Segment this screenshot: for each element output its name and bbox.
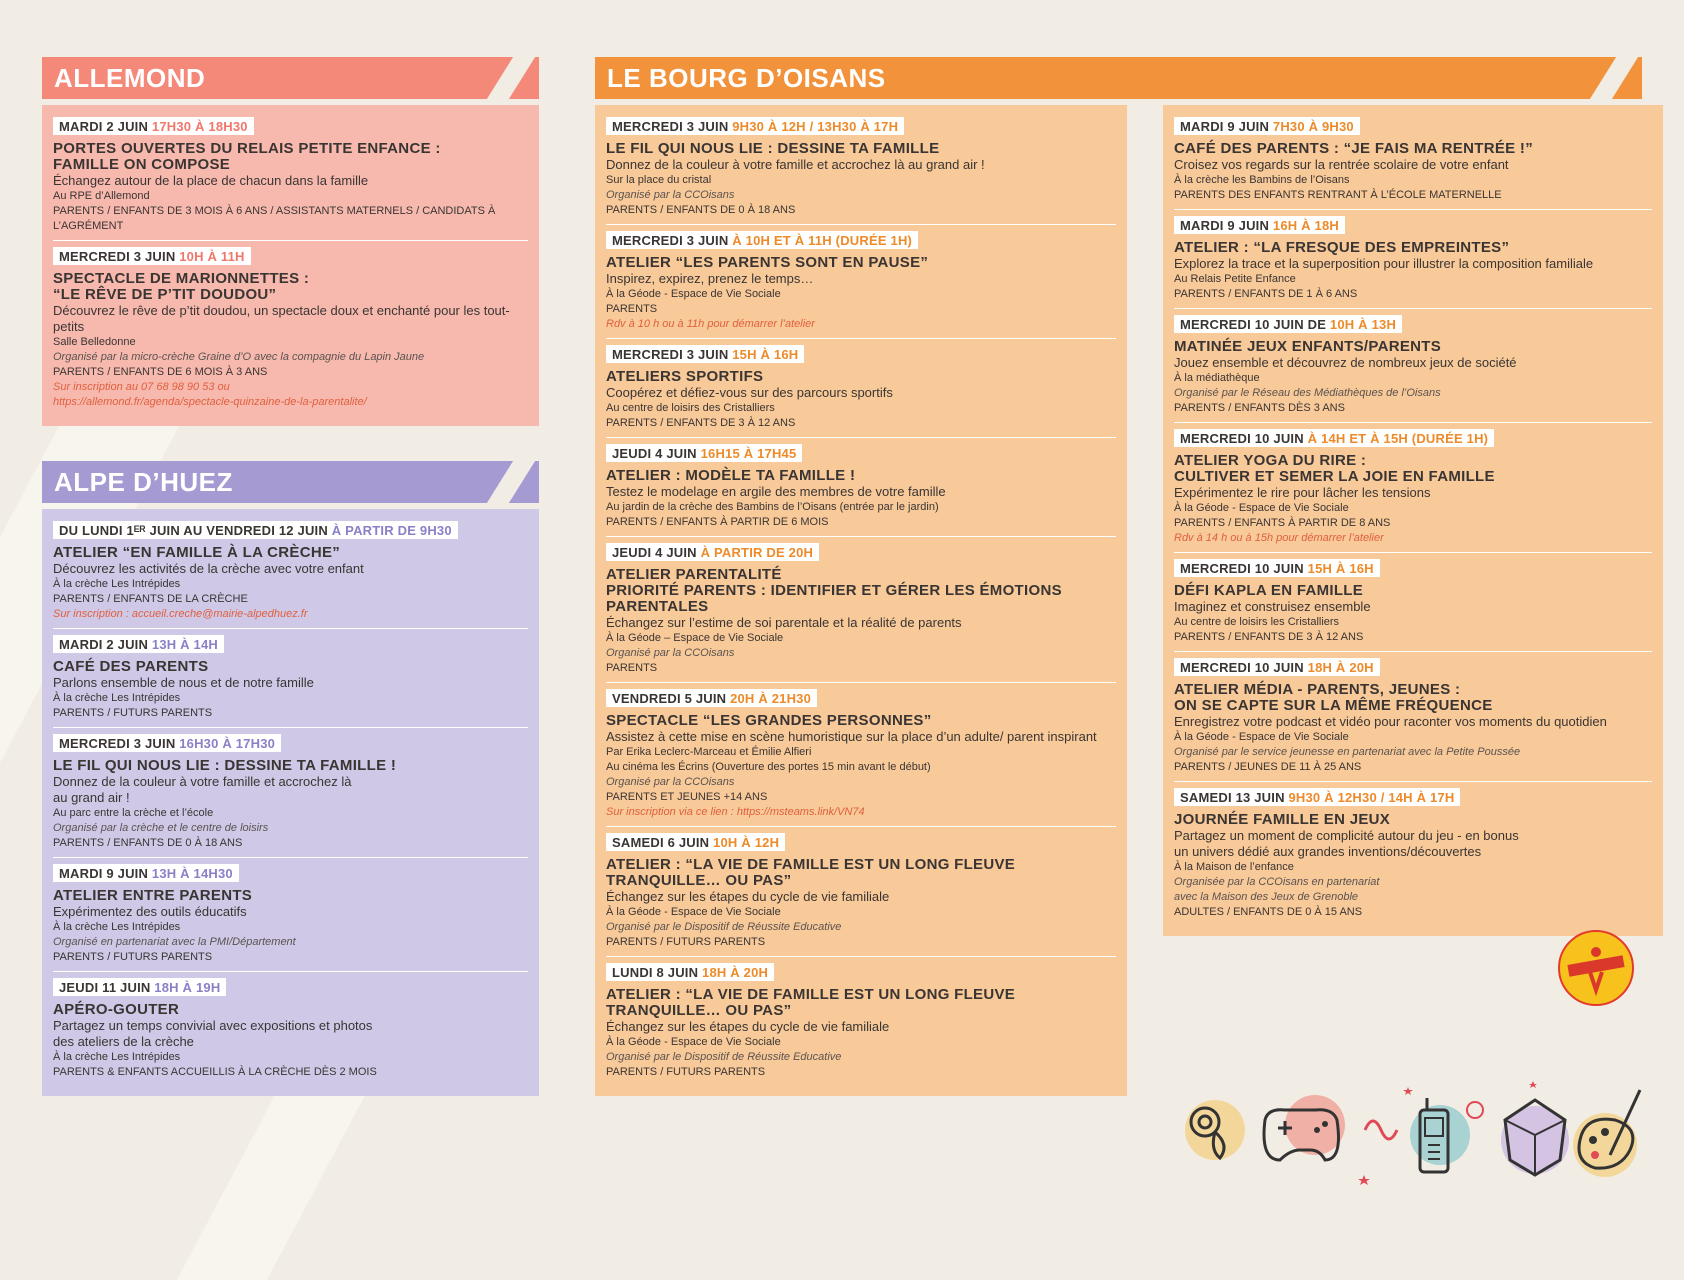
event-title: ATELIER : “LA VIE DE FAMILLE EST UN LONG FLEUVE TRANQUILLE… OU PAS” [606, 986, 1016, 1019]
event-registration: Sur inscription : accueil.creche@mairie-alpedhuez.fr [53, 608, 308, 620]
event-location: À la Maison de l’enfance [1174, 861, 1294, 873]
event-date-tag [606, 543, 819, 561]
event-registration: Rdv à 14 h ou à 15h pour démarrer l’atelier [1174, 532, 1384, 544]
event-registration: Sur inscription au 07 68 98 90 53 ou https://allemond.fr/agenda/spectacle-quinzaine-de-la-parentalite/ [53, 381, 367, 408]
alpe-section [42, 461, 539, 1096]
event-date-tag [606, 117, 904, 135]
event-time: 10H À 13H [1329, 317, 1397, 332]
event-title: ATELIER MÉDIA - PARENTS, JEUNES : ON SE CAPTE SUR LA MÊME FRÉQUENCE [1174, 681, 1493, 714]
event-card [1174, 553, 1652, 652]
phone-icon [1410, 1098, 1483, 1172]
event-date-tag [53, 978, 226, 996]
event-registration: Sur inscription via ce lien : https://msteams.link/VN74 [606, 806, 865, 818]
event-date: MERCREDI 10 JUIN [1180, 561, 1304, 576]
event-card [53, 858, 528, 972]
event-card [1174, 782, 1652, 926]
event-time: 20H À 21H30 [730, 691, 812, 706]
event-date-tag [53, 521, 458, 539]
allemond-title: ALLEMOND [54, 62, 206, 93]
event-location: À la médiathèque [1174, 372, 1260, 384]
event-card [1174, 652, 1652, 782]
bourg-title: LE BOURG D’OISANS [607, 62, 886, 93]
event-card [1174, 423, 1652, 553]
event-title: CAFÉ DES PARENTS [53, 658, 209, 675]
event-date-tag [1174, 658, 1380, 676]
event-audience: PARENTS [606, 303, 658, 315]
event-title: ATELIER YOGA DU RIRE : CULTIVER ET SEMER LA JOIE EN FAMILLE [1174, 452, 1495, 485]
event-date-tag [53, 117, 254, 135]
event-location: À la Géode - Espace de Vie Sociale [606, 1036, 781, 1048]
event-audience: PARENTS / ENFANTS DE 6 MOIS À 3 ANS [53, 366, 268, 378]
event-date: VENDREDI 5 JUIN [612, 691, 727, 706]
event-audience: PARENTS / ENFANTS DE 1 À 6 ANS [1174, 288, 1358, 300]
event-title: ATELIER PARENTALITÉ PRIORITÉ PARENTS : IDENTIFIER ET GÉRER LES ÉMOTIONS PARENTALES [606, 566, 1062, 615]
event-description: Assistez à cette mise en scène humoristique sur la place d’un adulte/ parent inspirant [606, 729, 1097, 744]
event-card [606, 225, 1116, 339]
event-time: 15H À 16H [732, 347, 799, 362]
event-date: SAMEDI 13 JUIN [1180, 790, 1285, 805]
event-date: MERCREDI 3 JUIN [612, 347, 729, 362]
event-location: Au centre de loisirs des Cristalliers [606, 402, 775, 414]
bourg-events-col1 [595, 105, 1127, 1096]
event-description: Parlons ensemble de nous et de notre famille [53, 675, 314, 690]
event-description: Croisez vos regards sur la rentrée scolaire de votre enfant [1174, 157, 1509, 172]
event-audience: PARENTS DES ENFANTS RENTRANT À L’ÉCOLE MATERNELLE [1174, 189, 1502, 201]
event-title: JOURNÉE FAMILLE EN JEUX [1174, 811, 1391, 828]
bourg-events-col2 [1163, 105, 1663, 936]
maison-des-jeux-logo [1558, 930, 1634, 1006]
event-date-tag [53, 247, 251, 265]
event-time: À 10H ET À 11H (DURÉE 1H) [732, 233, 913, 248]
event-description: Partagez un temps convivial avec expositions et photos des ateliers de la crèche [53, 1018, 373, 1049]
event-location: Au Relais Petite Enfance [1174, 273, 1296, 285]
alpe-title: ALPE D’HUEZ [54, 466, 233, 497]
event-time: 16H30 À 17H30 [179, 736, 276, 751]
event-organizer: Organisé par la CCOisans [606, 189, 735, 201]
event-time: 9H30 À 12H30 / 14H À 17H [1288, 790, 1455, 805]
event-title: ATELIERS SPORTIFS [606, 368, 764, 385]
event-title: ATELIER “EN FAMILLE À LA CRÈCHE” [53, 544, 341, 561]
event-card [606, 957, 1116, 1086]
event-title: ATELIER “LES PARENTS SONT EN PAUSE” [606, 254, 929, 271]
event-card [606, 111, 1116, 225]
event-location: À la crèche Les Intrépides [53, 1051, 181, 1063]
event-location: Au parc entre la crèche et l’école [53, 807, 214, 819]
event-time: À PARTIR DE 9H30 [331, 523, 452, 538]
event-organizer: Organisé par la CCOisans [606, 776, 735, 788]
event-title: ATELIER ENTRE PARENTS [53, 887, 253, 904]
event-description: Expérimentez des outils éducatifs [53, 904, 247, 919]
event-card [606, 339, 1116, 438]
event-location: À la Géode – Espace de Vie Sociale [606, 632, 784, 644]
event-title: APÉRO-GOUTER [53, 1001, 180, 1018]
event-audience: PARENTS / FUTURS PARENTS [606, 936, 766, 948]
event-description: Échangez autour de la place de chacun dans la famille [53, 173, 369, 188]
event-organizer: Organisé par le Dispositif de Réussite Educative [606, 921, 842, 933]
event-date-tag [1174, 429, 1494, 447]
event-card [53, 972, 528, 1086]
event-audience: PARENTS / FUTURS PARENTS [53, 951, 213, 963]
event-organizer: Organisé par la CCOisans [606, 647, 735, 659]
event-card [1174, 309, 1652, 423]
event-audience: ADULTES / ENFANTS DE 0 À 15 ANS [1174, 906, 1363, 918]
event-title: ATELIER : MODÈLE TA FAMILLE ! [606, 467, 856, 484]
event-date: MERCREDI 10 JUIN [1180, 660, 1304, 675]
event-date: MARDI 9 JUIN [1180, 218, 1270, 233]
event-date: JEUDI 11 JUIN [59, 980, 151, 995]
swirl-icon [1358, 1087, 1413, 1185]
event-date: MARDI 2 JUIN [59, 119, 149, 134]
dice-icon [1501, 1081, 1569, 1175]
event-date-tag [606, 963, 774, 981]
event-time: 18H À 20H [702, 965, 769, 980]
allemond-section [42, 57, 539, 426]
allemond-events [42, 105, 539, 426]
event-audience: PARENTS [606, 662, 658, 674]
event-title: LE FIL QUI NOUS LIE : DESSINE TA FAMILLE ! [53, 757, 397, 774]
event-time: À 14H ET À 15H (DURÉE 1H) [1307, 431, 1489, 446]
event-date-tag [606, 689, 817, 707]
event-registration: Rdv à 10 h ou à 11h pour démarrer l’atelier [606, 318, 815, 330]
event-description: Testez le modelage en argile des membres de votre famille [606, 484, 946, 499]
event-audience: PARENTS & ENFANTS ACCUEILLIS À LA CRÈCHE DÈS 2 MOIS [53, 1066, 377, 1078]
alpe-events [42, 509, 539, 1096]
event-date: MARDI 2 JUIN [59, 637, 149, 652]
event-audience: PARENTS / ENFANTS À PARTIR DE 8 ANS [1174, 517, 1391, 529]
event-time: 16H À 18H [1272, 218, 1339, 233]
event-audience: PARENTS / ENFANTS DE 3 MOIS À 6 ANS / ASSISTANTS MATERNELS / CANDIDATS À L’AGRÉMENT [53, 205, 496, 232]
event-organizer: Organisé par le service jeunesse en partenariat avec la Petite Poussée [1174, 746, 1521, 758]
event-time: 13H À 14H [151, 637, 218, 652]
event-location: À la Géode - Espace de Vie Sociale [606, 288, 781, 300]
event-location: À la Géode - Espace de Vie Sociale [1174, 731, 1349, 743]
event-time: 16H15 À 17H45 [700, 446, 797, 461]
event-time: 9H30 À 12H / 13H30 À 17H [732, 119, 899, 134]
event-date: MERCREDI 3 JUIN [59, 736, 176, 751]
event-audience: PARENTS / FUTURS PARENTS [606, 1066, 766, 1078]
event-location: Au jardin de la crèche des Bambins de l’Oisans (entrée par le jardin) [606, 501, 939, 513]
event-card [606, 683, 1116, 827]
event-time: 15H À 16H [1307, 561, 1374, 576]
event-description: Partagez un moment de complicité autour du jeu - en bonus un univers dédié aux grandes inventions/découvertes [1174, 828, 1519, 859]
event-date-tag [1174, 216, 1345, 234]
event-location: Au RPE d’Allemond [53, 190, 150, 202]
gamepad-icon [1264, 1095, 1345, 1160]
event-date: SAMEDI 6 JUIN [612, 835, 710, 850]
event-date-tag [606, 345, 804, 363]
event-description: Expérimentez le rire pour lâcher les tensions [1174, 485, 1431, 500]
event-description: Découvrez les activités de la crèche avec votre enfant [53, 561, 364, 576]
pacifier-icon [1185, 1100, 1245, 1160]
event-location: À la crèche les Bambins de l’Oisans [1174, 174, 1350, 186]
event-organizer: Organisé par la micro-crèche Graine d’O avec la compagnie du Lapin Jaune [53, 351, 425, 363]
event-date: MARDI 9 JUIN [59, 866, 149, 881]
event-audience: PARENTS ET JEUNES +14 ANS [606, 791, 768, 803]
event-audience: PARENTS / ENFANTS DE LA CRÈCHE [53, 593, 248, 605]
event-date-tag [606, 833, 785, 851]
event-date-tag [1174, 788, 1460, 806]
event-audience: PARENTS / FUTURS PARENTS [53, 707, 213, 719]
event-card [53, 241, 528, 416]
event-title: ATELIER : “LA VIE DE FAMILLE EST UN LONG FLEUVE TRANQUILLE… OU PAS” [606, 856, 1016, 889]
event-organizer: Organisé par la crèche et le centre de loisirs [53, 822, 269, 834]
event-title: LE FIL QUI NOUS LIE : DESSINE TA FAMILLE [606, 140, 940, 157]
event-date-tag [606, 231, 918, 249]
event-description: Jouez ensemble et découvrez de nombreux jeux de société [1174, 355, 1517, 370]
event-description: Donnez de la couleur à votre famille et accrochez là au grand air ! [606, 157, 985, 172]
palette-icon [1573, 1090, 1640, 1177]
event-location: Par Erika Leclerc-Marceau et Émilie Alfieri Au cinéma les Écrins (Ouverture des portes 15 min avant le début) [606, 746, 931, 773]
alpe-banner [42, 461, 539, 503]
event-location: Salle Belledonne [53, 336, 136, 348]
event-date: MERCREDI 3 JUIN [612, 119, 729, 134]
event-title: SPECTACLE DE MARIONNETTES : “LE RÊVE DE P’TIT DOUDOU” [53, 270, 310, 303]
event-card [606, 537, 1116, 683]
event-time: 18H À 19H [154, 980, 221, 995]
event-organizer: Organisée par la CCOisans en partenariat avec la Maison des Jeux de Grenoble [1174, 876, 1380, 903]
event-audience: PARENTS / ENFANTS DE 3 À 12 ANS [606, 417, 796, 429]
event-card [53, 111, 528, 241]
event-audience: PARENTS / ENFANTS À PARTIR DE 6 MOIS [606, 516, 829, 528]
decorative-icons [1165, 1060, 1645, 1190]
event-description: Échangez sur les étapes du cycle de vie familiale [606, 1019, 890, 1034]
event-organizer: Organisé en partenariat avec la PMI/Département [53, 936, 296, 948]
event-title: ATELIER : “LA FRESQUE DES EMPREINTES” [1174, 239, 1510, 256]
event-date-tag [1174, 117, 1360, 135]
event-location: À la crèche Les Intrépides [53, 692, 181, 704]
event-date: MERCREDI 10 JUIN DE [1180, 317, 1327, 332]
event-description: Enregistrez votre podcast et vidéo pour raconter vos moments du quotidien [1174, 714, 1607, 729]
event-date-tag [1174, 559, 1380, 577]
event-audience: PARENTS / ENFANTS DE 0 À 18 ANS [53, 837, 243, 849]
event-card [606, 438, 1116, 537]
event-time: 18H À 20H [1307, 660, 1374, 675]
event-location: À la Géode - Espace de Vie Sociale [1174, 502, 1349, 514]
event-time: 10H À 12H [713, 835, 780, 850]
event-date: MARDI 9 JUIN [1180, 119, 1270, 134]
event-time: 17H30 À 18H30 [151, 119, 248, 134]
event-time: 10H À 11H [179, 249, 245, 264]
event-description: Donnez de la couleur à votre famille et accrochez là au grand air ! [53, 774, 352, 805]
event-audience: PARENTS / JEUNES DE 11 À 25 ANS [1174, 761, 1362, 773]
event-description: Découvrez le rêve de p’tit doudou, un spectacle doux et enchanté pour les tout-petits [53, 303, 510, 334]
allemond-banner [42, 57, 539, 99]
event-time: À PARTIR DE 20H [700, 545, 814, 560]
event-title: DÉFI KAPLA EN FAMILLE [1174, 582, 1364, 599]
event-organizer: Organisé par le Dispositif de Réussite Educative [606, 1051, 842, 1063]
event-title: SPECTACLE “LES GRANDES PERSONNES” [606, 712, 932, 729]
event-description: Explorez la trace et la superposition pour illustrer la composition familiale [1174, 256, 1594, 271]
event-card [606, 827, 1116, 957]
event-card [53, 515, 528, 629]
event-description: Inspirez, expirez, prenez le temps… [606, 271, 814, 286]
event-date: MERCREDI 3 JUIN [59, 249, 176, 264]
event-description: Échangez sur les étapes du cycle de vie familiale [606, 889, 890, 904]
event-location: À la Géode - Espace de Vie Sociale [606, 906, 781, 918]
event-date-tag [606, 444, 802, 462]
bourg-banner [595, 57, 1642, 99]
event-location: À la crèche Les Intrépides [53, 578, 181, 590]
event-time: 13H À 14H30 [151, 866, 233, 881]
event-date: JEUDI 4 JUIN [612, 446, 697, 461]
event-location: Au centre de loisirs les Cristalliers [1174, 616, 1340, 628]
event-description: Imaginez et construisez ensemble [1174, 599, 1371, 614]
event-description: Échangez sur l’estime de soi parentale et la réalité de parents [606, 615, 962, 630]
event-description: Coopérez et défiez-vous sur des parcours sportifs [606, 385, 893, 400]
event-card [1174, 111, 1652, 210]
event-title: CAFÉ DES PARENTS : “JE FAIS MA RENTRÉE !” [1174, 140, 1533, 157]
event-date-tag [53, 864, 239, 882]
event-date: MERCREDI 10 JUIN [1180, 431, 1304, 446]
event-date: MERCREDI 3 JUIN [612, 233, 729, 248]
event-card [1174, 210, 1652, 309]
event-card [53, 629, 528, 728]
event-date: LUNDI 8 JUIN [612, 965, 699, 980]
event-date: DU LUNDI 1ᴱᴿ JUIN AU VENDREDI 12 JUIN [59, 523, 328, 538]
event-title: MATINÉE JEUX ENFANTS/PARENTS [1174, 338, 1442, 355]
event-location: À la crèche Les Intrépides [53, 921, 181, 933]
bourg-section [595, 57, 1642, 99]
event-date: JEUDI 4 JUIN [612, 545, 697, 560]
event-title: PORTES OUVERTES DU RELAIS PETITE ENFANCE : FAMILLE ON COMPOSE [53, 140, 441, 173]
event-location: Sur la place du cristal [606, 174, 712, 186]
event-organizer: Organisé par le Réseau des Médiathèques de l’Oisans [1174, 387, 1441, 399]
event-date-tag [53, 734, 281, 752]
event-audience: PARENTS / ENFANTS DE 3 À 12 ANS [1174, 631, 1364, 643]
event-audience: PARENTS / ENFANTS DE 0 À 18 ANS [606, 204, 796, 216]
event-time: 7H30 À 9H30 [1272, 119, 1354, 134]
event-card [53, 728, 528, 858]
event-audience: PARENTS / ENFANTS DÈS 3 ANS [1174, 402, 1345, 414]
event-date-tag [53, 635, 224, 653]
event-date-tag [1174, 315, 1402, 333]
